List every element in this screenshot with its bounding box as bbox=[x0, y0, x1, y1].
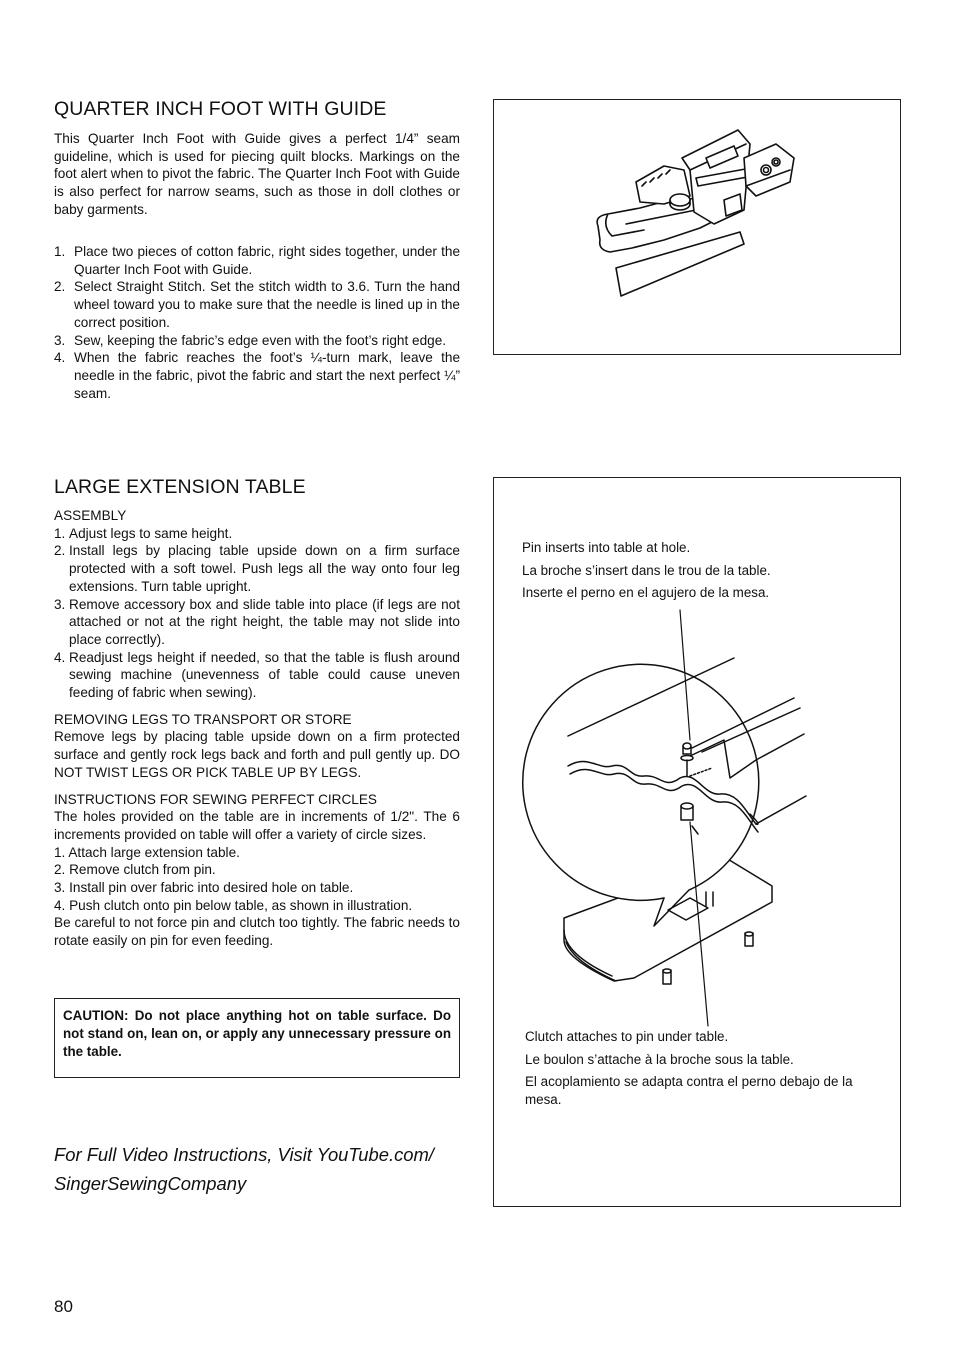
step-text: Remove accessory box and slide table into place (if legs are not attached or not at the right height, the table may not slide into place correctly). bbox=[69, 596, 460, 647]
step-text: Install legs by placing table upside down on a firm surface protected with a soft towel. Push legs all the way onto four leg extensions. Turn table upright. bbox=[69, 543, 460, 594]
step-text: Select Straight Stitch. Set the stitch width to 3.6. Turn the hand wheel toward you to make sure that the needle is lined up in the correct position. bbox=[74, 279, 460, 330]
removing-heading: REMOVING LEGS TO TRANSPORT OR STORE bbox=[54, 711, 352, 727]
quarter-inch-intro: This Quarter Inch Foot with Guide gives a perfect 1/4” seam guideline, which is used for piecing quilt blocks. Markings on the foot alert when to pivot the fabric. The Quarter Inch Foot with Guide is also perfect for narrow seams, such as those in doll clothes or baby garments. bbox=[54, 131, 460, 217]
list-item bbox=[54, 278, 460, 331]
quarter-inch-steps bbox=[54, 243, 460, 402]
circles-text: The holes provided on the table are in increments of 1/2". The 6 increments provided on table will offer a variety of circle sizes. bbox=[54, 809, 460, 842]
clutch-caption-group bbox=[525, 1026, 875, 1109]
step-number: 4. bbox=[54, 350, 66, 366]
assembly-heading: ASSEMBLY bbox=[54, 508, 127, 523]
list-item bbox=[54, 332, 460, 350]
pin-caption-en: Pin inserts into table at hole. bbox=[522, 540, 691, 555]
step-text: Adjust legs to same height. bbox=[69, 525, 233, 541]
circles-step: 2. Remove clutch from pin. bbox=[54, 862, 216, 878]
step-number: 3. bbox=[54, 596, 66, 612]
pin-caption-es: Inserte el perno en el agujero de la mesa. bbox=[522, 585, 770, 600]
extension-table-title: LARGE EXTENSION TABLE bbox=[54, 476, 306, 498]
extension-assembly-section bbox=[54, 507, 460, 950]
step-number: 3. bbox=[54, 332, 66, 348]
quarter-inch-title: QUARTER INCH FOOT WITH GUIDE bbox=[54, 98, 387, 120]
list-item bbox=[54, 649, 460, 702]
step-number: 1. bbox=[54, 244, 66, 259]
extension-table-figure bbox=[493, 477, 901, 1207]
caution-box bbox=[54, 998, 460, 1078]
list-item bbox=[54, 525, 460, 543]
step-text: Sew, keeping the fabric’s edge even with the foot’s right edge. bbox=[74, 332, 447, 348]
list-item bbox=[54, 596, 460, 649]
step-number: 4. bbox=[54, 649, 66, 665]
circles-step: 4. Push clutch onto pin below table, as shown in illustration. bbox=[54, 897, 413, 913]
video-instructions-line: SingerSewingCompany bbox=[54, 1173, 247, 1194]
list-item bbox=[54, 243, 460, 278]
page-number: 80 bbox=[54, 1297, 73, 1316]
clutch-caption-fr: Le boulon s’attache à la broche sous la table. bbox=[525, 1051, 794, 1067]
assembly-steps bbox=[54, 525, 460, 702]
removing-text: Remove legs by placing table upside down on a firm protected surface and gently rock legs back and forth and pull gently up. DO NOT TWIST LEGS OR PICK TABLE UP BY LEGS. bbox=[54, 729, 460, 780]
step-text: Readjust legs height if needed, so that the table is flush around sewing machine (unevenness of table could cause uneven feeding of fabric when sewing). bbox=[69, 649, 460, 701]
step-number: 1. bbox=[54, 525, 66, 541]
step-text: When the fabric reaches the foot’s ¼-turn mark, leave the needle in the fabric, pivot the fabric and start the next perfect ¼” seam. bbox=[74, 350, 460, 401]
circles-heading: INSTRUCTIONS FOR SEWING PERFECT CIRCLES bbox=[54, 791, 378, 807]
video-instructions-note bbox=[54, 1140, 474, 1198]
step-text: Place two pieces of cotton fabric, right sides together, under the Quarter Inch Foot with Guide. bbox=[74, 244, 460, 277]
clutch-caption-en: Clutch attaches to pin under table. bbox=[525, 1029, 729, 1044]
circles-step: 3. Install pin over fabric into desired hole on table. bbox=[54, 880, 354, 896]
circles-note: Be careful to not force pin and clutch too tightly. The fabric needs to rotate easily on pin for even feeding. bbox=[54, 915, 460, 949]
step-number: 2. bbox=[54, 279, 66, 295]
list-item bbox=[54, 542, 460, 595]
list-item bbox=[54, 349, 460, 402]
clutch-caption-es: El acoplamiento se adapta contra el perno debajo de la mesa. bbox=[525, 1074, 853, 1107]
circles-step: 1. Attach large extension table. bbox=[54, 844, 240, 860]
quarter-inch-foot-figure bbox=[493, 99, 901, 355]
presser-foot-illustration bbox=[494, 100, 900, 354]
video-instructions-line: For Full Video Instructions, Visit YouTube.com/ bbox=[54, 1144, 434, 1165]
caution-text: CAUTION: Do not place anything hot on table surface. Do not stand on, lean on, or apply any unnecessary pressure on the table. bbox=[63, 1008, 451, 1059]
pin-caption-fr: La broche s’insert dans le trou de la table. bbox=[522, 562, 771, 578]
step-number: 2. bbox=[54, 543, 66, 559]
